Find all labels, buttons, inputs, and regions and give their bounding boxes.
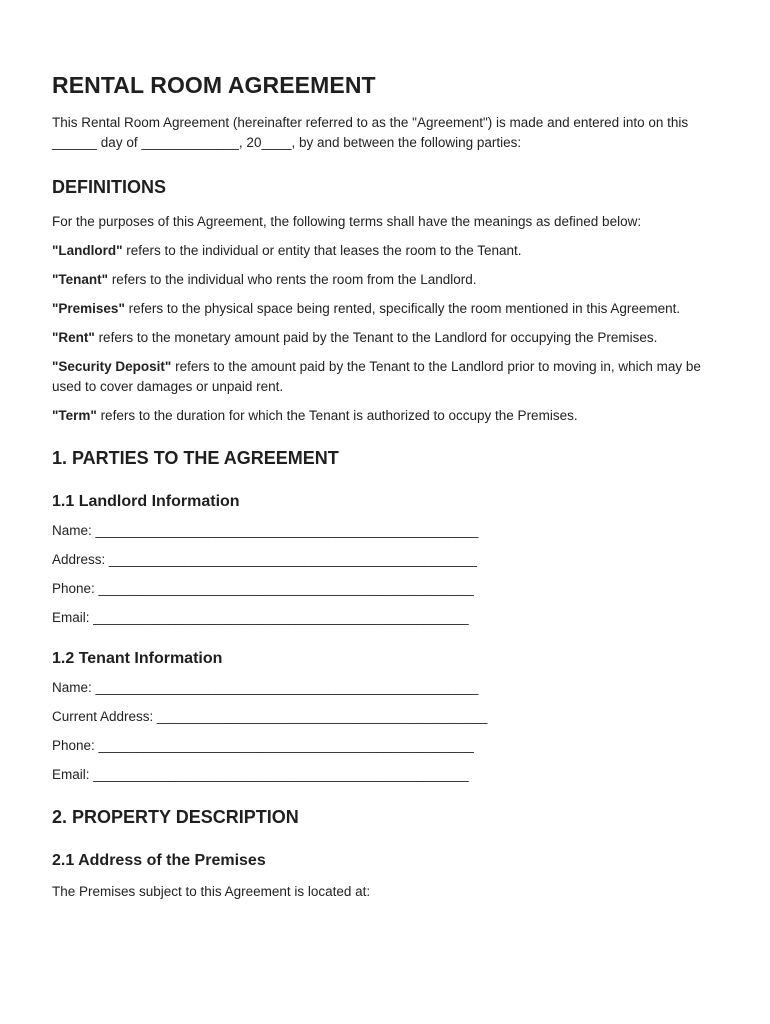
document-page: [52, 72, 722, 902]
landlord-email-field: Email: __________________________________________________: [52, 610, 469, 625]
definition-text: refers to the individual or entity that leases the room to the Tenant.: [122, 243, 522, 258]
definition-term: "Term": [52, 408, 97, 423]
definition-text: refers to the individual who rents the room from the Landlord.: [108, 272, 477, 287]
definition-term: "Rent": [52, 330, 95, 345]
definition-term: "Security Deposit": [52, 359, 172, 374]
landlord-address-field: Address: _________________________________________________: [52, 552, 477, 567]
premises-address-heading: 2.1 Address of the Premises: [52, 852, 266, 869]
definition-security-deposit: [52, 357, 722, 397]
landlord-phone-field: Phone: __________________________________________________: [52, 581, 474, 596]
definition-rent: [52, 328, 722, 348]
definition-premises: [52, 299, 722, 319]
landlord-info-heading: 1.1 Landlord Information: [52, 493, 240, 510]
definition-landlord: [52, 241, 722, 261]
definition-term-duration: [52, 406, 722, 426]
definitions-heading: DEFINITIONS: [52, 177, 167, 197]
definition-term: "Tenant": [52, 272, 109, 287]
tenant-address-field: Current Address: ____________________________________________: [52, 709, 488, 724]
definition-text: refers to the amount paid by the Tenant to the Landlord prior to moving in, which may be used to cover damages or unpaid rent.: [52, 359, 701, 394]
definition-text: refers to the monetary amount paid by the Tenant to the Landlord for occupying the Premises.: [94, 330, 658, 345]
premises-address-text: The Premises subject to this Agreement is located at:: [52, 884, 371, 899]
intro-paragraph: This Rental Room Agreement (hereinafter referred to as the "Agreement") is made and entered into on this ______ day of _____________, 20____, by and between the following parties:: [52, 115, 689, 150]
definitions-lead: For the purposes of this Agreement, the following terms shall have the meanings as defined below:: [52, 214, 642, 229]
definition-text: refers to the physical space being rented, specifically the room mentioned in this Agreement.: [124, 301, 681, 316]
landlord-name-field: Name: ___________________________________________________: [52, 523, 479, 538]
tenant-email-field: Email: __________________________________________________: [52, 767, 469, 782]
section-2-heading: 2. PROPERTY DESCRIPTION: [52, 807, 299, 827]
tenant-info-heading: 1.2 Tenant Information: [52, 650, 223, 667]
definition-term: "Premises": [52, 301, 125, 316]
definition-text: refers to the duration for which the Tenant is authorized to occupy the Premises.: [96, 408, 578, 423]
tenant-name-field: Name: ___________________________________________________: [52, 680, 479, 695]
definition-tenant: [52, 270, 722, 290]
document-title: RENTAL ROOM AGREEMENT: [52, 72, 376, 98]
tenant-phone-field: Phone: __________________________________________________: [52, 738, 474, 753]
section-1-heading: 1. PARTIES TO THE AGREEMENT: [52, 448, 339, 468]
definition-term: "Landlord": [52, 243, 123, 258]
